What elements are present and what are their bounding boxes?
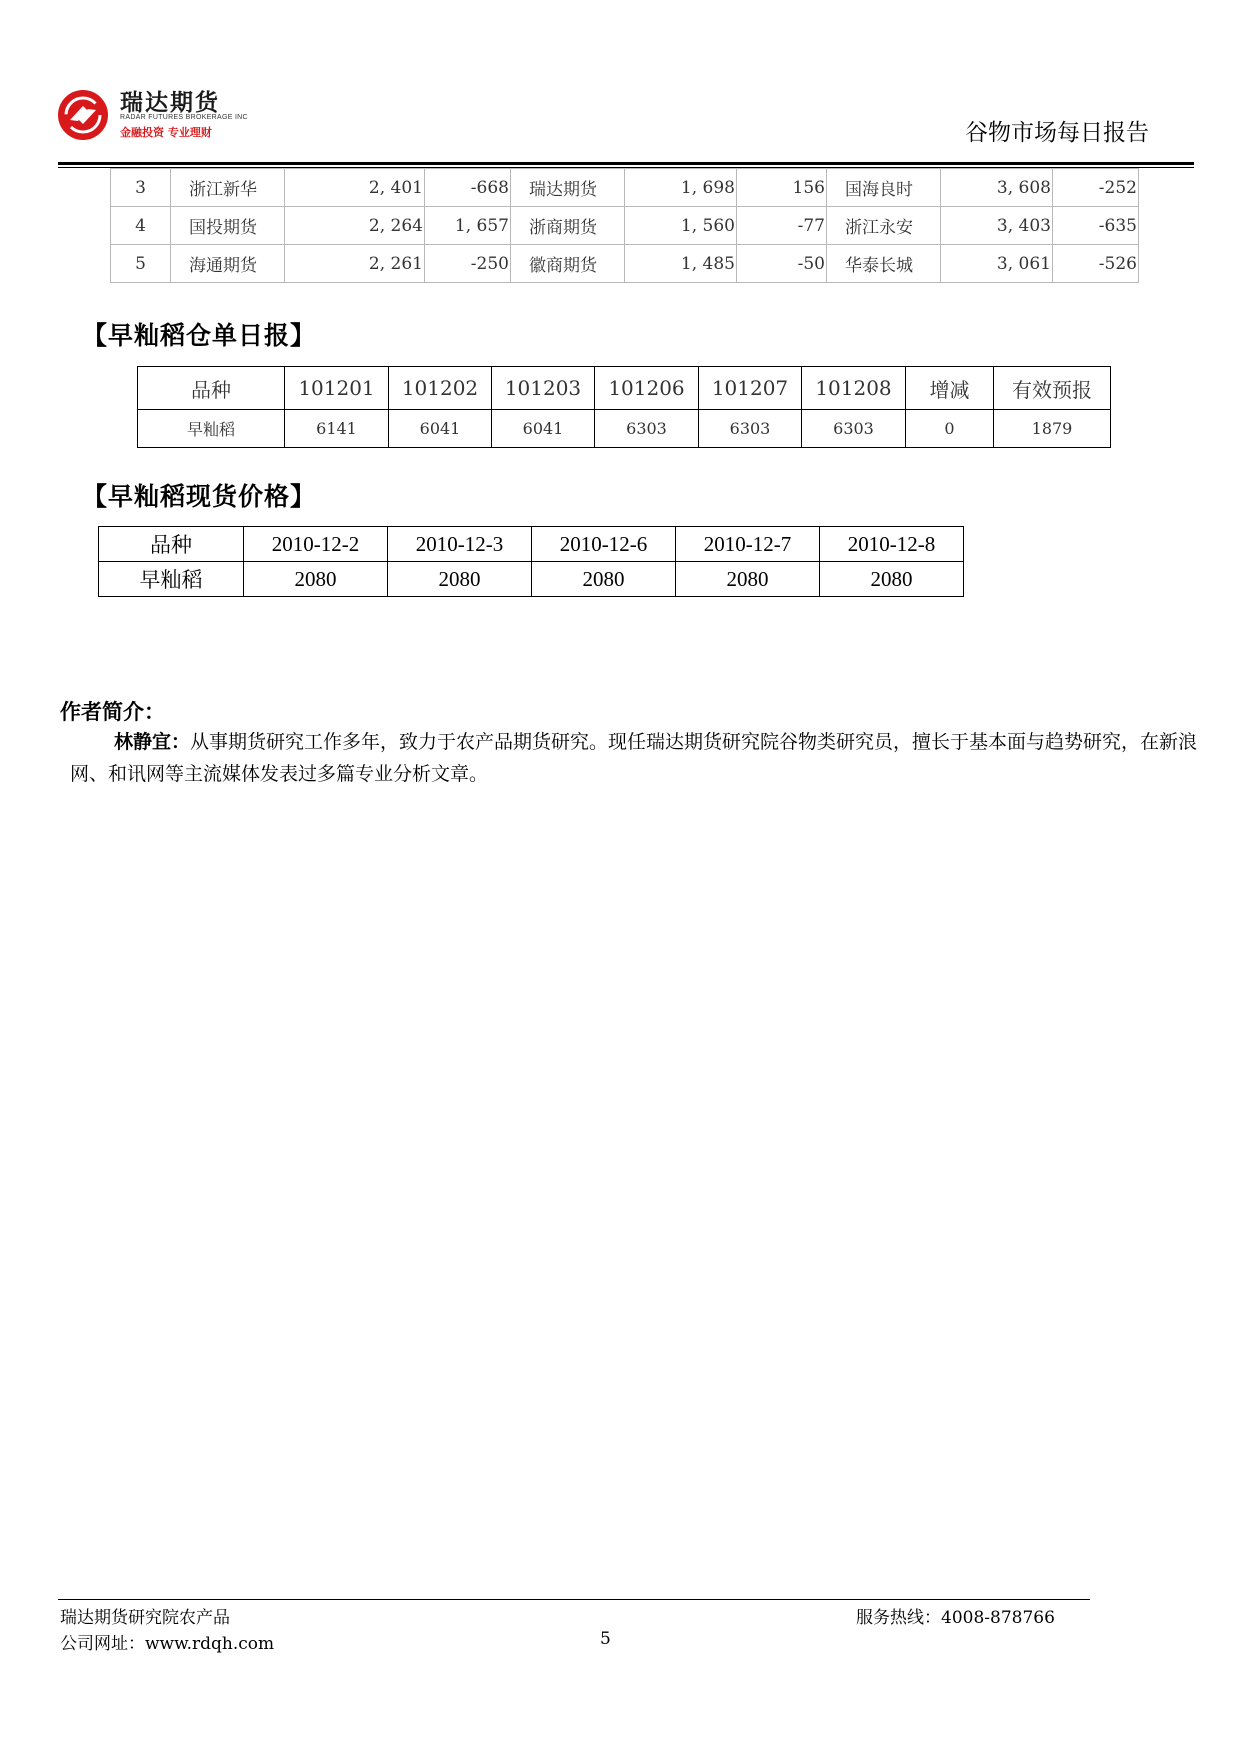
ranking-cell: 华泰长城	[827, 245, 941, 283]
warehouse-header-cell: 101203	[492, 367, 595, 410]
ranking-table	[110, 168, 1139, 283]
ranking-row	[111, 207, 1139, 245]
warehouse-cell: 6303	[595, 410, 699, 448]
footer-website	[60, 1629, 274, 1654]
ranking-cell: -252	[1053, 169, 1139, 207]
ranking-cell: 国海良时	[827, 169, 941, 207]
author-heading: 作者简介：	[60, 700, 165, 724]
ranking-cell: 瑞达期货	[511, 169, 625, 207]
spot-cell: 2080	[244, 562, 388, 597]
spot-cell: 2080	[820, 562, 964, 597]
ranking-cell: 海通期货	[171, 245, 285, 283]
warehouse-header-row	[138, 367, 1111, 410]
spot-header-cell: 品种	[99, 527, 244, 562]
ranking-cell: 2, 261	[285, 245, 425, 283]
warehouse-header-cell: 101202	[389, 367, 492, 410]
ranking-cell: 浙江永安	[827, 207, 941, 245]
warehouse-header-cell: 品种	[138, 367, 285, 410]
warehouse-header-cell: 101201	[285, 367, 389, 410]
ranking-cell: 2, 401	[285, 169, 425, 207]
radar-logo-icon	[56, 88, 110, 142]
ranking-cell: 156	[737, 169, 827, 207]
warehouse-cell: 6303	[802, 410, 906, 448]
warehouse-header-cell: 有效预报	[994, 367, 1111, 410]
warehouse-header-cell: 101206	[595, 367, 699, 410]
spot-cell: 2080	[676, 562, 820, 597]
spot-header-cell: 2010-12-6	[532, 527, 676, 562]
company-logo	[56, 84, 256, 144]
footer-hotline-label: 服务热线：	[856, 1608, 941, 1628]
ranking-cell: 5	[111, 245, 171, 283]
warehouse-table	[137, 366, 1111, 448]
brand-english-name: RADAR FUTURES BROKERAGE INC	[120, 114, 248, 121]
report-title: 谷物市场每日报告	[965, 120, 1149, 146]
footer-website-label: 公司网址：	[60, 1634, 145, 1654]
spot-header-cell: 2010-12-3	[388, 527, 532, 562]
footer-hotline	[856, 1603, 1055, 1628]
ranking-row	[111, 169, 1139, 207]
brand-slogan: 金融投资 专业理财	[120, 126, 212, 139]
page-number: 5	[600, 1629, 611, 1649]
ranking-cell: 2, 264	[285, 207, 425, 245]
ranking-cell: 3, 608	[941, 169, 1053, 207]
brand-name: 瑞达期货	[120, 90, 220, 116]
warehouse-cell: 早籼稻	[138, 410, 285, 448]
spot-section-title: 【早籼稻现货价格】	[82, 482, 317, 511]
ranking-cell: -77	[737, 207, 827, 245]
author-name: 林静宜：	[114, 731, 191, 753]
warehouse-header-cell: 101208	[802, 367, 906, 410]
spot-price-table	[98, 526, 964, 597]
spot-header-cell: 2010-12-2	[244, 527, 388, 562]
ranking-cell: 4	[111, 207, 171, 245]
ranking-cell: 3	[111, 169, 171, 207]
footer-org: 瑞达期货研究院农产品	[60, 1608, 230, 1628]
spot-data-row	[99, 562, 964, 597]
warehouse-cell: 6141	[285, 410, 389, 448]
ranking-cell: 1, 485	[625, 245, 737, 283]
spot-cell: 2080	[532, 562, 676, 597]
footer-website-link[interactable]: www.rdqh.com	[145, 1634, 275, 1654]
ranking-cell: -668	[425, 169, 511, 207]
footer-hotline-number: 4008-878766	[941, 1608, 1055, 1628]
ranking-cell: -250	[425, 245, 511, 283]
spot-cell: 早籼稻	[99, 562, 244, 597]
ranking-cell: -635	[1053, 207, 1139, 245]
footer-divider	[58, 1599, 1090, 1600]
ranking-cell: 浙江新华	[171, 169, 285, 207]
ranking-cell: 国投期货	[171, 207, 285, 245]
spot-header-cell: 2010-12-8	[820, 527, 964, 562]
ranking-cell: -526	[1053, 245, 1139, 283]
ranking-cell: 1, 657	[425, 207, 511, 245]
author-bio-text: 从事期货研究工作多年，致力于农产品期货研究。现任瑞达期货研究院谷物类研究员，擅长于基本面与趋势研究，在新浪网、和讯网等主流媒体发表过多篇专业分析文章。	[70, 731, 1198, 785]
ranking-cell: 徽商期货	[511, 245, 625, 283]
warehouse-cell: 0	[906, 410, 994, 448]
ranking-row	[111, 245, 1139, 283]
warehouse-cell: 6041	[492, 410, 595, 448]
ranking-cell: 3, 061	[941, 245, 1053, 283]
warehouse-cell: 1879	[994, 410, 1111, 448]
ranking-cell: -50	[737, 245, 827, 283]
warehouse-header-cell: 101207	[699, 367, 802, 410]
spot-header-row	[99, 527, 964, 562]
author-bio	[70, 726, 1200, 790]
ranking-cell: 1, 560	[625, 207, 737, 245]
spot-header-cell: 2010-12-7	[676, 527, 820, 562]
warehouse-section-title: 【早籼稻仓单日报】	[82, 321, 317, 350]
warehouse-cell: 6041	[389, 410, 492, 448]
warehouse-data-row	[138, 410, 1111, 448]
warehouse-header-cell: 增减	[906, 367, 994, 410]
spot-cell: 2080	[388, 562, 532, 597]
ranking-cell: 3, 403	[941, 207, 1053, 245]
ranking-cell: 1, 698	[625, 169, 737, 207]
header-divider	[58, 162, 1194, 165]
warehouse-cell: 6303	[699, 410, 802, 448]
ranking-cell: 浙商期货	[511, 207, 625, 245]
